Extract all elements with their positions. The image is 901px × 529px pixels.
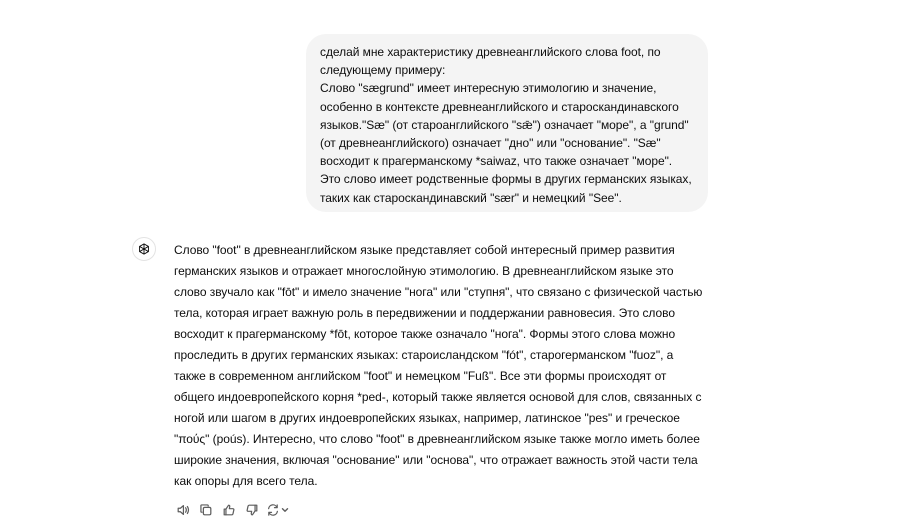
- read-aloud-button[interactable]: [174, 502, 191, 519]
- regenerate-icon: [266, 503, 280, 517]
- message-actions: [174, 501, 292, 519]
- assistant-message-text: Слово "foot" в древнеанглийском языке представляет собой интересный пример развития германских языков и отражает многослойную этимологию. В древнеанглийском языке это слово звучало как "fōt" и имело значение "нога" или "ступня", что связано с физической частью тела, которая играет важную роль в передвижении и поддержании равновесия. Это слово восходит к прагерманскому *fōt, которое также означало "нога". Формы этого слова можно проследить в других германских языках: староисландском "fót", старогерманском "fuoz", а также в современном английском "foot" и немецком "Fuß". Все эти формы происходят от общего индоевропейского корня *ped-, который также является основой для слов, связанных с ногой или шагом в других индоевропейских языках, например, латинское "pes" и греческое "πούς" (poús). Интересно, что слово "foot" в древнеанглийском языке также могло иметь более широкие значения, включая "основание" или "основа", что отражает важность этой части тела как опоры для всего тела.: [174, 243, 703, 488]
- user-message-bubble: [306, 34, 708, 212]
- bad-response-button[interactable]: [243, 502, 260, 519]
- user-message-text: сделай мне характеристику древнеанглийского слова foot, по следующему примеру: Слово "sægrund" имеет интересную этимологию и значение, особенно в контексте древнеанглийского и староскандинавского языков."Sæ" (от староанглийского "sǣ") означает "море", а "grund" (от древнеанглийского) означает "дно" или "основание". "Sæ" восходит к прагерманскому *saiwaz, что также означает "море". Это слово имеет родственные формы в других германских языках, таких как староскандинавский "sær" и немецкий "See".: [320, 45, 692, 205]
- copy-button[interactable]: [197, 502, 214, 519]
- thumbs-down-icon: [245, 503, 259, 517]
- thumbs-up-icon: [222, 503, 236, 517]
- good-response-button[interactable]: [220, 502, 237, 519]
- speaker-icon: [176, 503, 190, 517]
- copy-icon: [199, 503, 213, 517]
- chevron-down-icon: [281, 506, 289, 514]
- assistant-avatar: [132, 237, 156, 261]
- regenerate-button[interactable]: [266, 502, 292, 519]
- openai-logo-icon: [137, 242, 151, 256]
